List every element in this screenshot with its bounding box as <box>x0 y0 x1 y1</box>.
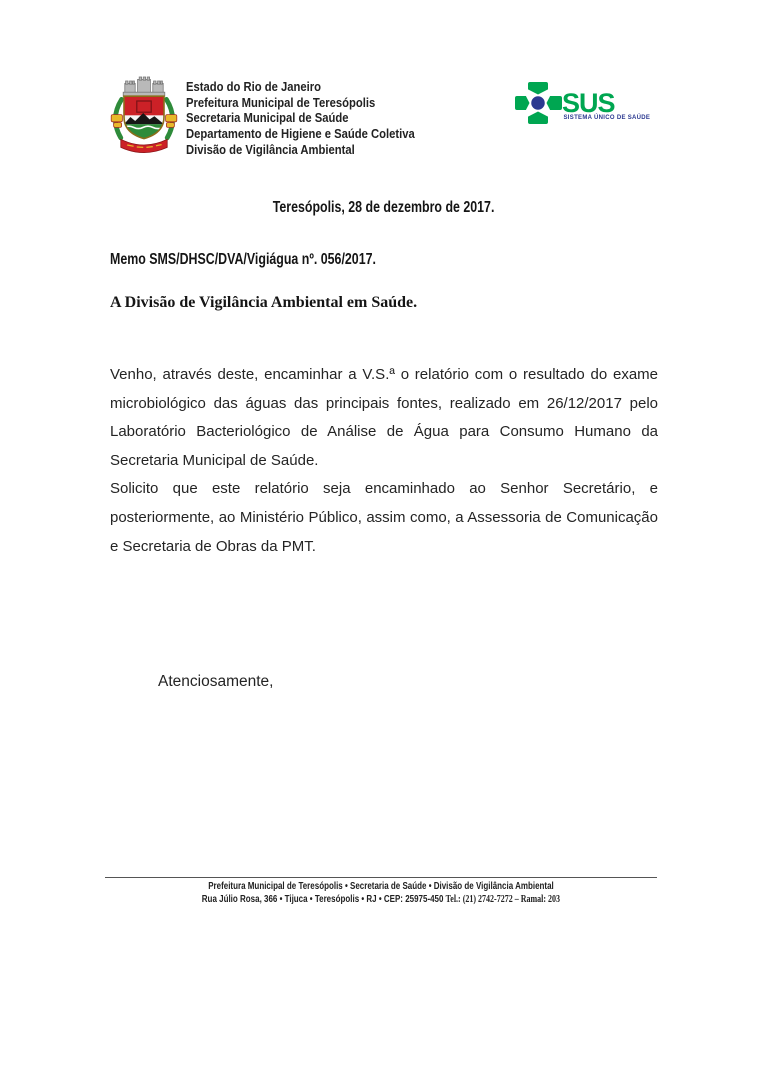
footer-text <box>105 881 657 906</box>
footer-address-line <box>105 894 657 907</box>
org-line-divisao: Divisão de Vigilância Ambiental <box>186 142 355 157</box>
body-paragraph-2: Solicito que este relatório seja encaminhado ao Senhor Secretário, e posteriormente, ao Ministério Público, assim como, a Assessoria de Comunicação e Secretaria de Obras da PMT. <box>110 480 658 555</box>
org-line-departamento: Departamento de Higiene e Saúde Coletiva <box>186 127 415 142</box>
memo-number-row <box>110 251 442 269</box>
recipient-line: A Divisão de Vigilância Ambiental em Saúde. <box>110 294 418 311</box>
footer-org-line: Prefeitura Municipal de Teresópolis • Secretaria de Saúde • Divisão de Vigilância Ambiental <box>208 881 554 892</box>
org-header-lines <box>186 80 415 159</box>
date-line: Teresópolis, 28 de dezembro de 2017. <box>273 199 495 216</box>
footer-address: Rua Júlio Rosa, 366 • Tijuca • Teresópolis • RJ • CEP: 25975-450 <box>201 893 444 905</box>
memo-body <box>110 361 658 561</box>
body-paragraph-1: Venho, através deste, encaminhar a V.S.ª o relatório com o resultado do exame microbiológico das águas das principais fontes, realizado em 26/12/2017 pelo Laboratório Bacteriológico de Análise de Água para Consumo Humano da Secretaria Municipal de Saúde. <box>110 366 658 469</box>
teresopolis-coat-of-arms-icon <box>108 76 180 158</box>
org-line-prefeitura: Prefeitura Municipal de Teresópolis <box>186 95 376 110</box>
closing-salutation: Atenciosamente, <box>158 673 274 690</box>
sus-subtitle: SISTEMA ÚNICO DE SAÚDE <box>563 115 651 121</box>
letterhead <box>0 0 768 160</box>
org-line-secretaria: Secretaria Municipal de Saúde <box>186 111 349 126</box>
org-line-state: Estado do Rio de Janeiro <box>186 80 322 94</box>
footer-divider <box>105 877 657 878</box>
date-line-row <box>110 199 658 217</box>
footer-phone: Tel.: (21) 2742-7272 – Ramal: 203 <box>445 893 561 905</box>
sus-acronym: SUS <box>562 88 615 118</box>
sus-logo-icon <box>514 79 654 129</box>
memo-number: Memo SMS/DHSC/DVA/Vigiágua nº. 056/2017. <box>110 251 376 268</box>
